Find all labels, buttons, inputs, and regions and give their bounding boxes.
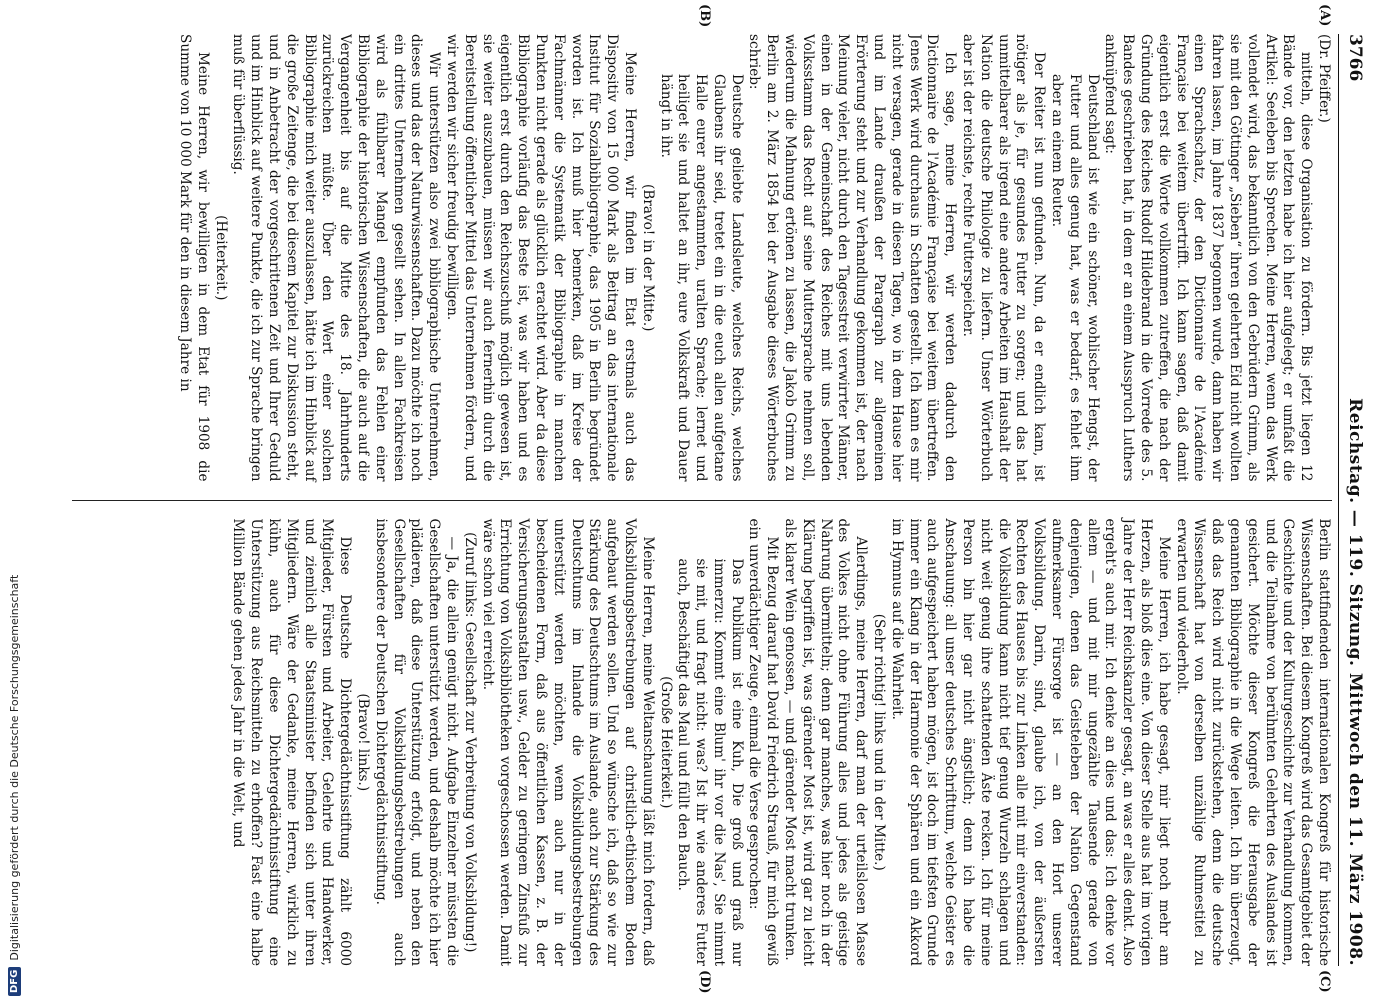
- digitization-credit: [4, 0, 24, 996]
- paragraph: — Ja, die allein genügt nicht. Aufgabe Einzelner müssten die Gesellschaften unterstützt werden, und deshalb möchte ich hier plädieren, daß diese Unterstützung erfolgt, und neben den Gesellschaften für Volksbildungsbestrebungen auch insbesondere der Deutschen Dichtergedächtnisstiftung.: [372, 518, 460, 966]
- page-number: 3766: [1345, 34, 1365, 82]
- paragraph: Diese Deutsche Dichtergedächtnisstiftung zählt 6000 Mitglieder, Fürsten und Arbeiter, Gelehrte und Handwerker, und ziemlich alle Staatsminister befinden sich unter ihren Mitgliedern. Wäre der Gedanke, meine Herren, wirklich zu kühn, auch für diese Dichtergedächtnisstiftung eine Unterstützung aus Reichsmitteln zu erhoffen? Fast eine halbe Million Bände gehen jedes Jahr in die Welt, und: [230, 518, 354, 966]
- paragraph: Meine Herren, meine Weltanschauung läßt mich fordern, daß Volksbildungsbestrebungen auf christlich-ethischem Boden aufgebaut werden sollen. Und so wünsche ich, daß so wie zur Stärkung des Deutschtums im Auslande, auch zur Stärkung des Deutschtums im Inlande die Volksbildungsbestrebungen unterstützt werden möchten, wenn auch nur in der bescheidenen Form, daß aus öffentlichen Kassen, z. B. der Versicherungsanstalten usw., Gelder zu geringem Zinsfuß zur Errichtung von Volksbibliotheken vorgeschossen werden. Damit wäre schon viel erreicht.: [479, 518, 656, 966]
- paragraph: Meine Herren, wir bewilligen in dem Etat für 1908 die Summe von 10 000 Mark für den in diesem Jahre in: [177, 34, 211, 482]
- right-column: [72, 500, 1332, 967]
- paragraph: (Zuruf links: Gesellschaft zur Verbreitung von Volksbildung!): [461, 532, 478, 953]
- page-header: [1338, 34, 1365, 966]
- margin-mark-c: (C): [1317, 970, 1332, 993]
- credit-text: Digitalisierung gefördert durch die Deutsche Forschungsgemeinschaft: [7, 574, 21, 961]
- rotated-page: [50, 0, 1383, 1000]
- paragraph: Deutschland ist wie ein schöner, wohlischer Hengst, der Futter und alles genug hat, was er bedarf; es fehlet ihm aber an einem Reuter.: [1049, 74, 1101, 482]
- paragraph: (Heiterkeit.): [212, 215, 229, 301]
- paragraph: (Sehr richtig! links und in der Mitte.): [871, 613, 888, 871]
- paragraph: Deutsche geliebte Landsleute, welches Reichs, welches Glaubens ihr seid, tretet ein in die euch allen aufgetane Halle eurer angestammten, uralten Sprache; lernet und heiliget sie und haltet an ihr, eure Volkskraft und Dauer hängt in ihr.: [657, 74, 745, 482]
- paragraph: (Dr. Pfeiffer.): [1316, 34, 1332, 123]
- paragraph: mitteln, diese Organisation zu fördern. Bis jetzt liegen 12 Bände vor, den letzten habe ich hier aufgelegt; er umfaßt die Artikel: Seeleben bis Sprechen. Meine Herren, wenn das Werk vollendet wird, das bekanntlich von den Gebrüdern Grimm, als sie mit den Göttinger „Sieben“ ihren gelehrten Eid nicht wollten fahren lassen, im Jahre 1837 begonnen wurde, dann haben wir einen Sprachschatz, der den Dictionnaire de l'Académie Française bei weitem übertrifft. Ich kann sagen, daß damit eigentlich erst die Worte vollkommen zutreffen, die nach der Gründung des Reiches Rudolf Hildebrand in die Vorrede des 5. Bandes geschrieben hat, in dem er an einem Ausspruch Luthers anknüpfend sagt:: [1102, 34, 1315, 482]
- margin-mark-d: (D): [697, 970, 712, 994]
- paragraph: Ich sage, meine Herren, wir werden dadurch den Dictionnaire de l'Académie Française bei weitem übertreffen. Jenes Werk wird durchaus in Schatten gestellt. Ich kann es mir nicht versagen, gerade in diesen Tagen, wo in dem Hause hier und im Lande draußen der Paragraph zur allgemeinen Erörterung steht und zur Verhandlung gekommen ist, der nach Meinung vieler, nicht durch den Tagesstreit verwirrter Männer, einen in der Gemeinschaft des Reiches mit uns lebenden Volksstamm das Recht auf seine Muttersprache nehmen soll, wiederum die Mahnung ertönen zu lassen, die Jakob Grimm zu Berlin am 2. März 1854 bei der Ausgabe dieses Wörterbuches schrieb:: [746, 34, 959, 482]
- paragraph: Mit Bezug darauf hat David Friedrich Strauß, für mich gewiß ein unverdächtiger Zeuge, einmal die Verse gesprochen:: [746, 518, 781, 966]
- text-columns: [72, 4, 1332, 994]
- paragraph: Allerdings, meine Herren, darf man der urteilslosen Masse des Volkes nicht ohne Führung alles und jedes als geistige Nahrung übermitteln; denn gar manches, was hier noch in der Klärung begriffen ist, was gärender Most ist, wird gar zu leicht als klarer Wein genossen, — und gärender Most macht trunken.: [782, 518, 870, 966]
- margin-mark-b: (B): [697, 4, 712, 28]
- paragraph: (Bravo! links.): [354, 693, 371, 792]
- left-column: [72, 34, 1332, 500]
- paragraph: Der Reiter ist nun gefunden. Nun, da er endlich kam, ist nötiger als je, für gesundes Futter zu sorgen; und das hat unmittelbarer als irgend eine andere Arbeiten im Haushalt der Nation die deutsche Philologie zu liefern. Unser Wörterbuch aber ist der reichste, rechte Futterspeicher.: [960, 34, 1048, 482]
- paragraph: Meine Herren, ich habe gesagt, mir liegt noch mehr am Herzen, als bloß dies eine. Von dieser Stelle aus hat im vorigen Jahre der Herr Reichskanzler gesagt, an was er alles denkt. Also ergeht's auch mir. Ich denke an dies und das: Ich denke vor allem — und mit mir ungezählte Tausende gerade von denjenigen, denen das Geisteleben der Nation Gegenstand aufmerksamer Fürsorge ist — an den Hort unserer Volksbildung. Darin, sind, glaube ich, von der äußersten Rechten des Hauses bis zur Linken alle mit mir einverstanden: die Volksbildung kann nicht tief genug Wurzeln schlagen und nicht weit genug ihre schattenden Äste recken. Ich für meine Person bin hier gar nicht ängstlich; denn ich habe die Anschauung: all unser deutsches Schrifttum, welche Geister es auch aufgespeichert haben mögen, ist doch im tiefsten Grunde immer ein Klang in der Harmonie der Sphären und ein Akkord im Hymnus auf die Wahrheit.: [888, 518, 1172, 966]
- paragraph: (Bravo! in der Mitte.): [639, 184, 656, 332]
- paragraph: Berlin stattfindenden internationalen Kongreß für historische Wissenschaften. Bei diesem Kongreß wird das Gesamtgebiet der Geschichte und der Kulturgeschichte zur Verhandlung kommen, und die Teilnahme von berühmten Gelehrten des Auslandes ist gesichert. Möchte dieser Kongreß die Herausgabe der genannten Bibliographie in die Wege leiten. Ich bin überzeugt, daß das Reich wird nicht zurückstehen, denn die deutsche Wissenschaft hat von derselben unzählige Ruhmestitel zu erwarten und wiederholt.: [1173, 518, 1332, 966]
- page-title: Reichstag. — 119. Sitzung. Mittwoch den 11. März 1908.: [1345, 398, 1365, 966]
- dfg-logo: DFG: [8, 967, 21, 996]
- paragraph: Das Publikum ist eine Kuh, Die groß und graß nur immerzu: Kommt eine Blum' ihr vor die Nas', Sie nimmt sie mit, und fragt nicht: was? Ist ihr wie anderes Futter auch, Beschäftigt das Maul und füllt den Bauch.: [675, 558, 745, 966]
- paragraph: (Große Heiterkeit.): [657, 676, 674, 809]
- paragraph: Wir unterstützen also zwei bibliographische Unternehmen, dieses und das der Naturwissenschaften. Dazu möchte ich noch ein drittes Unternehmen gesellt sehen. In allen Fachkreisen wird als fühlbarer Mangel empfunden das Fehlen einer Bibliographie der historischen Wissenschaften, die auch auf die Vergangenheit bis auf die Mitte des 18. Jahrhunderts zurückreichen müßte. Über den Wert einer solchen Bibliographie mich weiter auszulassen, hätte ich im Hinblick auf die große Zeitenge, die bei diesem Kapitel zur Diskussion steht, und in Anbetracht der vorgeschrittenen Zeit und Ihrer Geduld und im Hinblick auf weitere Punkte, die ich zur Sprache bringen muß für überflüssig.: [230, 34, 443, 482]
- margin-mark-a: (A): [1317, 4, 1332, 27]
- paragraph: Meine Herren, wir finden im Etat erstmals auch das Dispositiv von 15 000 Mark als Beitrag an das internationale Institut für Sozialbibliographie, das 1905 in Berlin begründet worden ist. Ich muß hier bemerken, daß im Kreise der Fachmänner die Systematik der Bibliographie in manchen Punkten nicht gerade als glücklich erachtet wird. Aber da diese Bibliographie vorläufig das Beste ist, was wir haben und es eigentlich erst durch den Reichszuschuß möglich gewesen ist, sie weiter auszubauen, müssen wir auch fernerhin durch die Bereitstellung öffentlicher Mittel das Unternehmen fördern, und wir werden wir sicher freudig bewilligen.: [443, 34, 638, 482]
